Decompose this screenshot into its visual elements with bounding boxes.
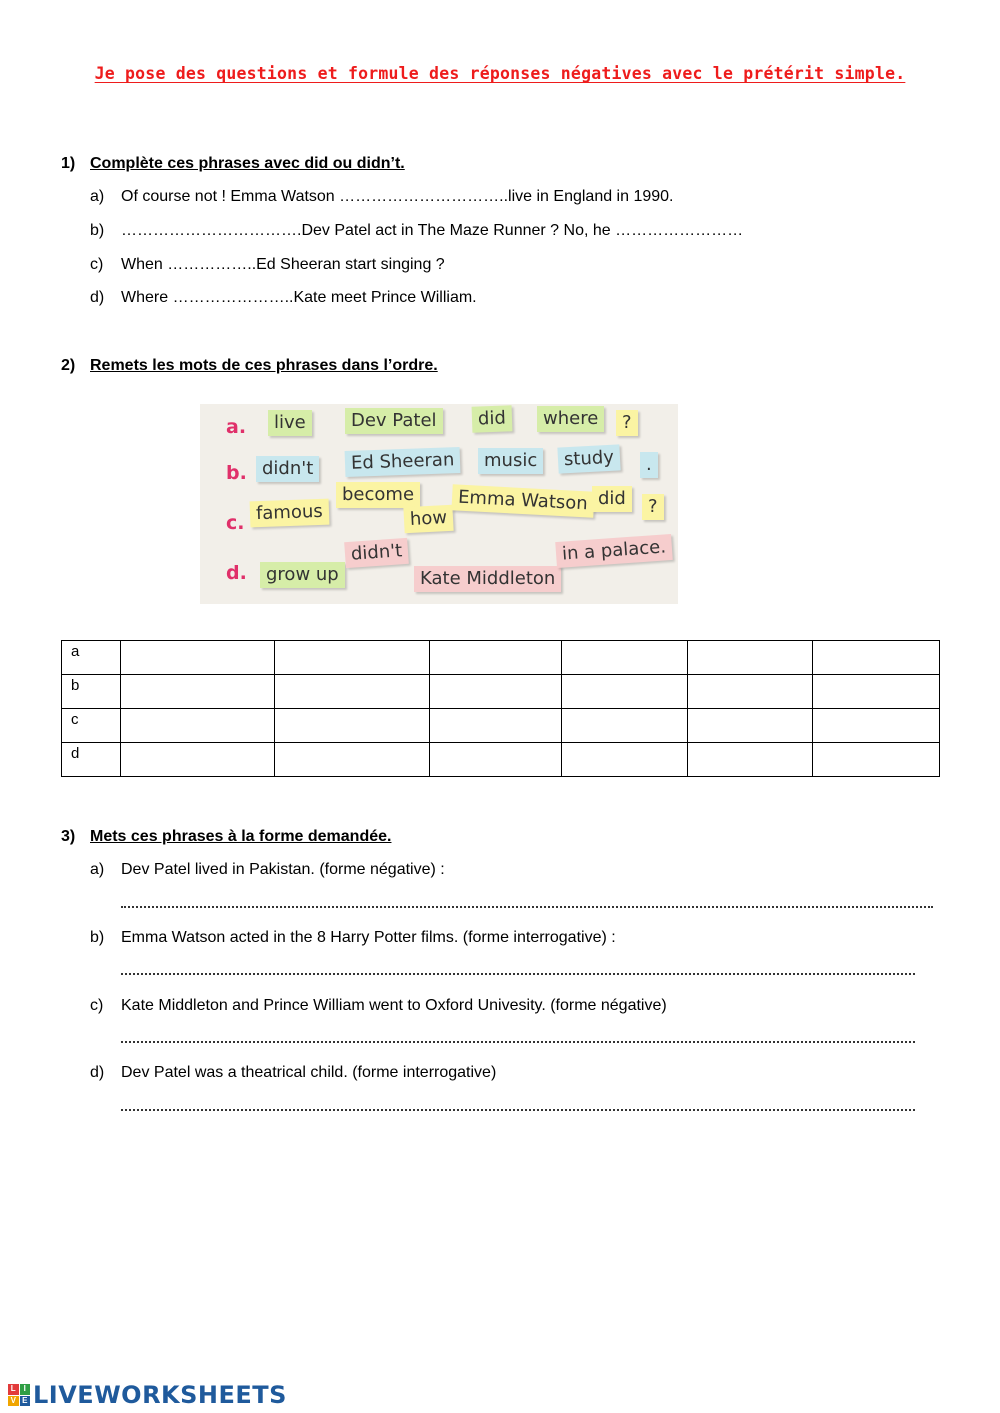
item-text: …………………………….Dev Patel act in The Maze Runner ? No, he ……………………	[121, 222, 744, 239]
word-card: grow up	[260, 562, 345, 588]
word-card: Ed Sheeran	[345, 447, 461, 477]
exercise-3-item-a	[90, 861, 445, 879]
item-text: Kate Middleton and Prince William went to Oxford Univesity. (forme négative)	[121, 997, 667, 1014]
section-number: 2)	[61, 357, 76, 374]
answer-cell[interactable]	[813, 641, 940, 675]
answer-line-a[interactable]	[121, 906, 933, 908]
word-card: didn't	[344, 538, 409, 568]
word-card: live	[268, 410, 312, 436]
exercise-1-item-d	[90, 289, 477, 307]
logo-grid-icon	[8, 1384, 30, 1406]
answer-cell[interactable]	[688, 709, 813, 743]
logo-letter: V	[8, 1396, 19, 1407]
word-card: ?	[642, 494, 664, 520]
answer-cell[interactable]	[121, 743, 275, 777]
page-title: Je pose des questions et formule des réponses négatives avec le prétérit simple.	[94, 64, 906, 83]
table-row	[62, 641, 940, 675]
item-text: Of course not ! Emma Watson …………………………..live in England in 1990.	[121, 188, 674, 205]
row-letter-b: b.	[226, 462, 247, 484]
row-letter-a: a.	[226, 416, 247, 438]
answer-cell[interactable]	[430, 743, 562, 777]
word-card: Kate Middleton	[414, 566, 561, 592]
word-card: .	[640, 452, 658, 478]
item-text: Dev Patel was a theatrical child. (forme interrogative)	[121, 1064, 497, 1081]
word-card: ?	[616, 410, 638, 436]
section-2-heading	[61, 357, 438, 375]
exercise-1-item-b	[90, 222, 743, 240]
word-card: did	[592, 486, 632, 512]
answer-cell[interactable]	[688, 675, 813, 709]
answer-line-d[interactable]	[121, 1109, 915, 1111]
answer-cell[interactable]	[688, 641, 813, 675]
logo-letter: E	[20, 1396, 31, 1407]
word-card: in a palace.	[555, 534, 673, 568]
brand-name: LIVEWORKSHEETS	[33, 1381, 287, 1409]
answer-line-b[interactable]	[121, 973, 915, 975]
answer-cell[interactable]	[430, 675, 562, 709]
row-label: c	[62, 709, 121, 743]
answer-cell[interactable]	[275, 641, 430, 675]
item-text: Emma Watson acted in the 8 Harry Potter films. (forme interrogative) :	[121, 929, 616, 946]
answer-cell[interactable]	[430, 641, 562, 675]
answer-cell[interactable]	[562, 743, 688, 777]
exercise-3-item-d	[90, 1064, 496, 1082]
word-card: how	[403, 505, 453, 534]
word-card: famous	[250, 499, 330, 528]
word-card: music	[478, 448, 543, 474]
answer-cell[interactable]	[813, 709, 940, 743]
item-label: a)	[90, 188, 105, 205]
item-label: d)	[90, 1064, 105, 1081]
item-label: a)	[90, 861, 105, 878]
word-card: didn't	[256, 456, 319, 482]
item-label: c)	[90, 256, 104, 273]
section-heading-text: Complète ces phrases avec did ou didn’t.	[90, 155, 405, 172]
answer-cell[interactable]	[562, 641, 688, 675]
item-label: c)	[90, 997, 104, 1014]
exercise-1-item-a	[90, 188, 674, 206]
answer-cell[interactable]	[430, 709, 562, 743]
exercise-1-item-c	[90, 256, 445, 274]
answer-grid	[61, 640, 940, 777]
answer-cell[interactable]	[121, 641, 275, 675]
item-text: Dev Patel lived in Pakistan. (forme négative) :	[121, 861, 445, 878]
word-card: study	[557, 444, 620, 473]
item-label: b)	[90, 222, 105, 239]
section-3-heading	[61, 828, 391, 846]
liveworksheets-logo	[8, 1380, 287, 1410]
section-number: 3)	[61, 828, 76, 845]
section-1-heading	[61, 155, 405, 173]
answer-cell[interactable]	[562, 675, 688, 709]
answer-cell[interactable]	[121, 709, 275, 743]
logo-letter: I	[20, 1384, 31, 1395]
row-label: b	[62, 675, 121, 709]
word-card: become	[336, 482, 420, 508]
answer-cell[interactable]	[688, 743, 813, 777]
row-letter-c: c.	[226, 512, 245, 534]
answer-cell[interactable]	[562, 709, 688, 743]
answer-cell[interactable]	[275, 675, 430, 709]
section-heading-text: Mets ces phrases à la forme demandée.	[90, 828, 392, 845]
row-label: d	[62, 743, 121, 777]
answer-cell[interactable]	[813, 743, 940, 777]
word-card: Emma Watson	[451, 484, 594, 517]
answer-cell[interactable]	[121, 675, 275, 709]
row-letter-d: d.	[226, 562, 247, 584]
row-label: a	[62, 641, 121, 675]
answer-line-c[interactable]	[121, 1041, 915, 1043]
item-text: Where …………………..Kate meet Prince William.	[121, 289, 477, 306]
answer-cell[interactable]	[275, 743, 430, 777]
answer-cell[interactable]	[813, 675, 940, 709]
word-card: where	[537, 406, 604, 432]
word-card: did	[472, 405, 513, 432]
item-label: d)	[90, 289, 105, 306]
exercise-3-item-b	[90, 929, 616, 947]
answer-cell[interactable]	[275, 709, 430, 743]
table-row	[62, 743, 940, 777]
item-text: When ……………..Ed Sheeran start singing ?	[121, 256, 445, 273]
item-label: b)	[90, 929, 105, 946]
word-card: Dev Patel	[345, 408, 443, 434]
logo-letter: L	[8, 1384, 19, 1395]
section-heading-text: Remets les mots de ces phrases dans l’ordre.	[90, 357, 438, 374]
table-row	[62, 675, 940, 709]
exercise-3-item-c	[90, 997, 667, 1015]
word-cards-image	[200, 404, 678, 604]
table-row	[62, 709, 940, 743]
section-number: 1)	[61, 155, 76, 172]
